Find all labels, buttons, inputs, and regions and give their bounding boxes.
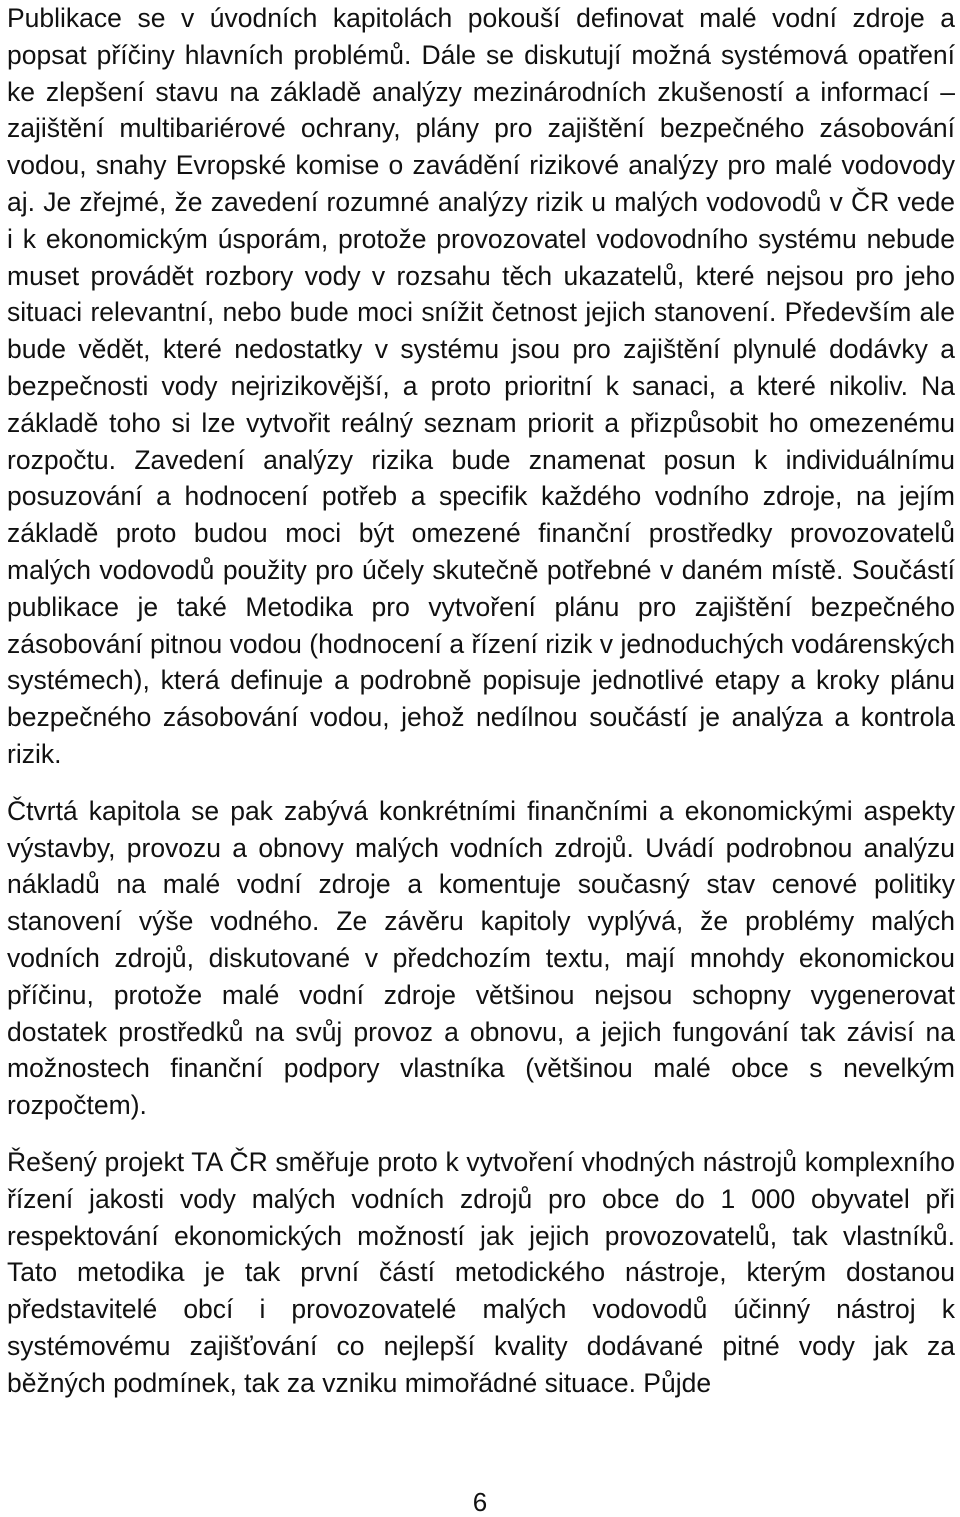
paragraph-intro: Publikace se v úvodních kapitolách pokouší definovat malé vodní zdroje a popsat příčiny hlavních problémů. Dále se diskutují možná systémová opatření ke zlepšení stavu na základě analýzy mezinárodních zkušeností a informací – zajištění multibariérové ochrany, plány pro zajištění bezpečného zásobování vodou, snahy Evropské komise o zavádění rizikové analýzy pro malé vodovody aj. Je zřejmé, že zavedení rozumné analýzy rizik u malých vodovodů v ČR vede i k ekonomickým úsporám, protože provozovatel vodovodního systému nebude muset provádět rozbory vody v rozsahu těch ukazatelů, které nejsou pro jeho situaci relevantní, nebo bude moci snížit četnost jejich stanovení. Především ale bude vědět, které nedostatky v systému jsou pro zajištění plynulé dodávky a bezpečnosti vody nejrizikovější, a proto prioritní k sanaci, a které nikoliv. Na základě toho si lze vytvořit reálný seznam priorit a přizpůsobit ho omezenému rozpočtu. Zavedení analýzy rizika bude znamenat posun k individuálnímu posuzování a hodnocení potřeb a specifik každého vodního zdroje, na jejím základě proto budou moci být omezené finanční prostředky provozovatelů malých vodovodů použity pro účely skutečně potřebné v daném místě. Součástí publikace je také Metodika pro vytvoření plánu pro zajištění bezpečného zásobování pitnou vodou (hodnocení a řízení rizik v jednoduchých vodárenských systémech), která definuje a podrobně popisuje jednotlivé etapy a kroky plánu bezpečného zásobování vodou, jehož nedílnou součástí je analýza a kontrola rizik.	[7, 3, 955, 769]
paragraph-fourth-chapter: Čtvrtá kapitola se pak zabývá konkrétními finančními a ekonomickými aspekty výstavby, provozu a obnovy malých vodních zdrojů. Uvádí podrobnou analýzu nákladů na malé vodní zdroje a komentuje současný stav cenové politiky stanovení výše vodného. Ze závěru kapitoly vyplývá, že problémy malých vodních zdrojů, diskutované v předchozím textu, mají mnohdy ekonomickou příčinu, protože malé vodní zdroje většinou nejsou schopny vygenerovat dostatek prostředků na svůj provoz a obnovu, a jejich fungování tak závisí na možnostech finanční podpory vlastníka (většinou malé obce s nevelkým rozpočtem).	[7, 795, 955, 1121]
page-number: 6	[472, 1487, 488, 1517]
paragraph-project: Řešený projekt TA ČR směřuje proto k vytvoření vhodných nástrojů komplexního řízení jakosti vody malých vodních zdrojů pro obce do 1 000 obyvatel při respektování ekonomických možností jak jejich provozovatelů, tak vlastníků. Tato metodika je tak první částí metodického nástroje, kterým dostanou představitelé obcí i provozovatelé malých vodovodů účinný nástroj k systémovému zajišťování co nejlepší kvality dodávané pitné vody jak za běžných podmínek, tak za vzniku mimořádné situace. Půjde	[7, 1146, 955, 1398]
document-page	[7, 0, 955, 1401]
